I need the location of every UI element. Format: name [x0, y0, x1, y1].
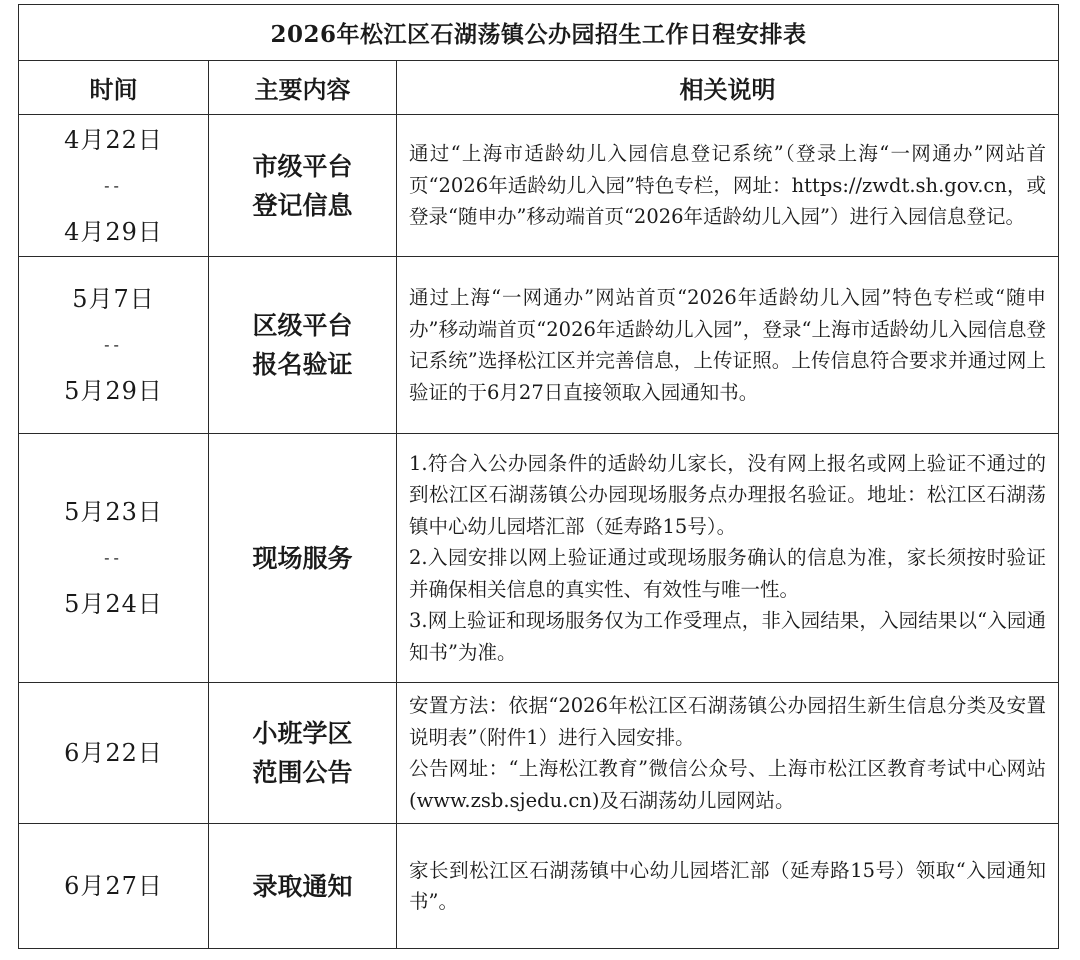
description-paragraph: 安置方法：依据“2026年松江区石湖荡镇公办园招生新生信息分类及安置说明表”（附件1）进行入园安排。 — [409, 694, 1047, 749]
content-cell — [209, 683, 397, 824]
schedule-table — [18, 4, 1059, 949]
time-start: 5月23日 — [64, 498, 163, 526]
time-separator: -- — [104, 175, 123, 195]
content-line: 区级平台 — [252, 311, 353, 340]
description-paragraph: 2.入园安排以网上验证通过或现场服务确认的信息为准，家长须按时验证并确保相关信息的真实性、有效性与唯一性。 — [409, 546, 1047, 601]
header-row — [19, 61, 1059, 115]
content-cell — [209, 115, 397, 257]
description-paragraph: 通过上海“一网通办”网站首页“2026年适龄幼儿入园”特色专栏或“随申办”移动端首页“2026年适龄幼儿入园”，登录“上海市适龄幼儿入园信息登记系统”选择松江区并完善信息，上传证照。上传信息符合要求并通过网上验证的于6月27日直接领取入园通知书。 — [409, 286, 1047, 404]
content-cell — [209, 824, 397, 949]
content-line: 市级平台 — [252, 151, 353, 181]
content-cell — [209, 257, 397, 434]
time-start: 4月22日 — [64, 125, 163, 154]
description-cell — [397, 824, 1059, 949]
description-paragraph: 家长到松江区石湖荡镇中心幼儿园塔汇部（延寿路15号）领取“入园通知书”。 — [409, 858, 1047, 913]
time-cell — [19, 257, 209, 434]
content-line: 报名验证 — [252, 350, 353, 379]
description-cell — [397, 434, 1059, 683]
time-separator: -- — [104, 548, 123, 567]
content-line: 小班学区 — [252, 719, 353, 748]
time-end: 5月24日 — [64, 590, 163, 618]
header-content: 主要内容 — [209, 61, 397, 115]
content-cell — [209, 434, 397, 683]
header-description: 相关说明 — [397, 61, 1059, 115]
content-line: 现场服务 — [252, 543, 353, 573]
description-paragraph: 公告网址：“上海松江教育”微信公众号、上海市松江区教育考试中心网站(www.zsb.sjedu.cn)及石湖荡幼儿园网站。 — [409, 757, 1047, 812]
description-paragraph: 3.网上验证和现场服务仅为工作受理点，非入园结果，入园结果以“入园通知书”为准。 — [409, 609, 1047, 664]
time-separator: -- — [104, 335, 123, 354]
description-paragraph: 通过“上海市适龄幼儿入园信息登记系统”（登录上海“一网通办”网站首页“2026年适龄幼儿入园”特色专栏，网址：https://zwdt.sh.gov.cn，或登录“随申办”移动端首页“2026年适龄幼儿入园”）进行入园信息登记。 — [409, 142, 1047, 229]
table-row — [19, 434, 1059, 683]
content-line: 范围公告 — [252, 758, 353, 787]
description-paragraph: 1.符合入公办园条件的适龄幼儿家长，没有网上报名或网上验证不通过的到松江区石湖荡镇公办园现场服务点办理报名验证。地址：松江区石湖荡镇中心幼儿园塔汇部（延寿路15号）。 — [409, 451, 1047, 538]
table-title: 2026年松江区石湖荡镇公办园招生工作日程安排表 — [19, 5, 1059, 61]
time-cell — [19, 824, 209, 949]
description-cell — [397, 115, 1059, 257]
time-cell — [19, 683, 209, 824]
description-cell — [397, 257, 1059, 434]
content-line: 登记信息 — [252, 190, 353, 220]
time-cell — [19, 115, 209, 257]
header-time: 时间 — [19, 61, 209, 115]
time-start: 6月22日 — [64, 739, 163, 767]
description-cell — [397, 683, 1059, 824]
table-row — [19, 115, 1059, 257]
table-row — [19, 824, 1059, 949]
time-cell — [19, 434, 209, 683]
table-row — [19, 257, 1059, 434]
time-start: 6月27日 — [64, 872, 163, 900]
content-line: 录取通知 — [252, 871, 353, 901]
time-end: 5月29日 — [64, 377, 163, 405]
table-row — [19, 683, 1059, 824]
time-start: 5月7日 — [72, 285, 155, 313]
time-end: 4月29日 — [64, 217, 163, 246]
